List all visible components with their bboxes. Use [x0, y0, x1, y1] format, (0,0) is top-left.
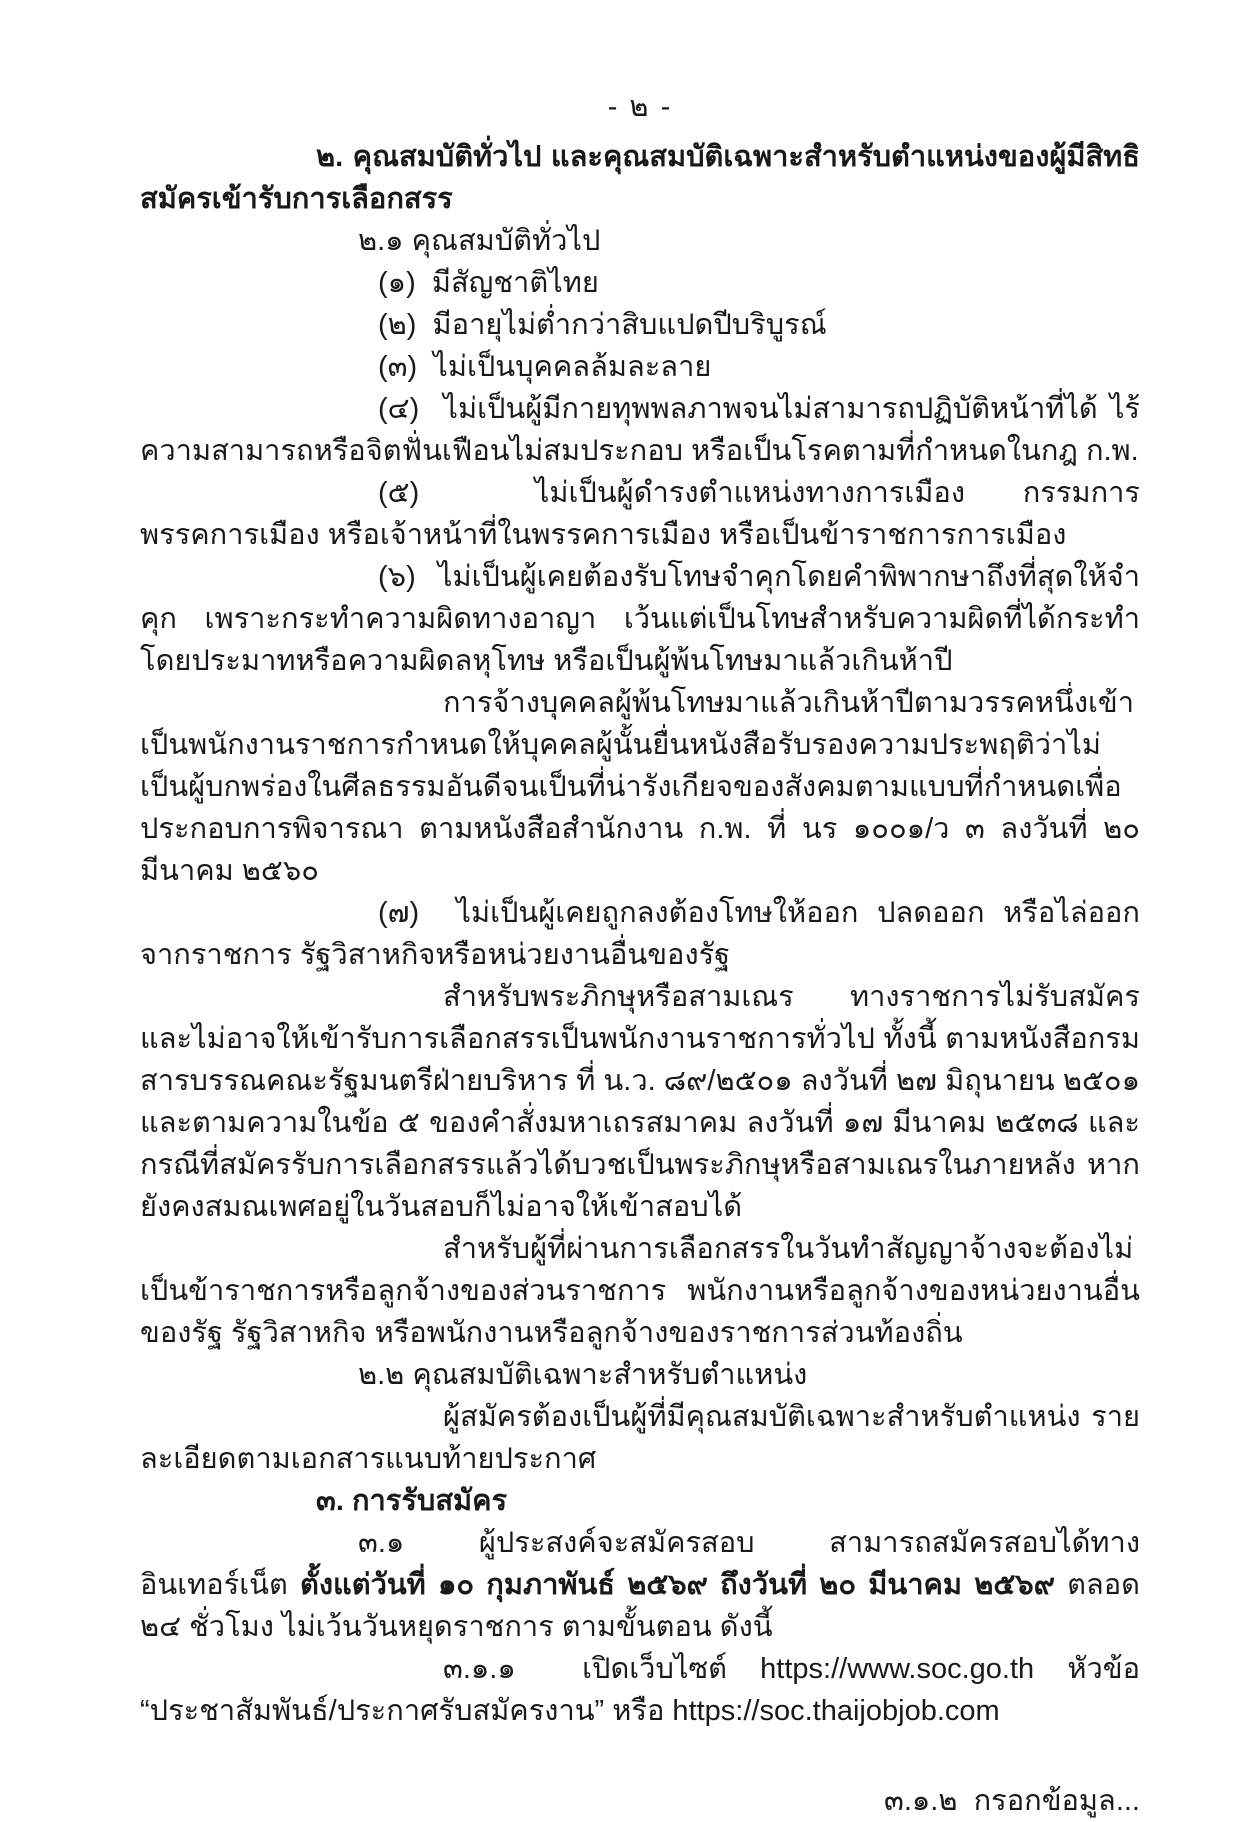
note-monks [140, 976, 1140, 1228]
text-run: ๓. การรับสมัคร [316, 1485, 508, 1517]
text-run: (๓) ไม่เป็นบุคคลล้มละลาย [378, 351, 712, 383]
text-run: การจ้างบุคคลผู้พ้นโทษมาแล้วเกินห้าปีตามวรรคหนึ่งเข้าเป็นพนักงานราชการกำหนดให้บุคคลผู้นั้นยื่นหนังสือรับรองความประพฤติว่าไม่เป็นผู้บกพร่องในศีลธรรมอันดีจนเป็นที่น่ารังเกียจของสังคมตามแบบที่กำหนดเพื่อประกอบการพิจารณา ตามหนังสือสำนักงาน ก.พ. ที่ นร ๑๐๐๑/ว ๓ ลงวันที่ ๒๐ มีนาคม ๒๕๖๐ [140, 687, 1140, 887]
text-run: สำหรับพระภิกษุหรือสามเณร ทางราชการไม่รับสมัครและไม่อาจให้เข้ารับการเลือกสรรเป็นพนักงานราชการทั่วไป ทั้งนี้ ตามหนังสือกรมสารบรรณคณะรัฐมนตรีฝ่ายบริหาร ที่ น.ว. ๘๙/๒๕๐๑ ลงวันที่ ๒๗ มิถุนายน ๒๕๐๑ และตามความในข้อ ๕ ของคำสั่งมหาเถรสมาคม ลงวันที่ ๑๗ มีนาคม ๒๕๓๘ และกรณีที่สมัครรับการเลือกสรรแล้วได้บวชเป็นพระภิกษุหรือสามเณรในภายหลัง หากยังคงสมณเพศอยู่ในวันสอบก็ไม่อาจให้เข้าสอบได้ [140, 981, 1140, 1223]
text-run: (๑) มีสัญชาติไทย [378, 267, 599, 299]
note-pardoned-over-five-years [140, 682, 1140, 892]
document-body [140, 136, 1140, 1822]
continuation-3-1-2 [140, 1780, 1140, 1822]
text-run: ๓.๑ ผู้ประสงค์จะสมัครสอบ สามารถสมัครสอบได้ทางอินเทอร์เน็ต [140, 1527, 1140, 1601]
clause-3-1 [140, 1522, 1140, 1648]
clause-2-1 [140, 220, 1140, 262]
text-run: (๗) ไม่เป็นผู้เคยถูกลงต้องโทษให้ออก ปลดออก หรือไล่ออกจากราชการ รัฐวิสาหกิจหรือหน่วยงานอื่นของรัฐ [140, 897, 1140, 971]
text-run: (๖) ไม่เป็นผู้เคยต้องรับโทษจำคุกโดยคำพิพากษาถึงที่สุดให้จำคุก เพราะกระทำความผิดทางอาญา เว้นแต่เป็นโทษสำหรับความผิดที่ได้กระทำโดยประมาทหรือความผิดลหุโทษ หรือเป็นผู้พ้นโทษมาแล้วเกินห้าปี [140, 561, 1140, 677]
item-5 [140, 472, 1140, 556]
text-run: ตั้งแต่วันที่ ๑๐ กุมภาพันธ์ ๒๕๖๙ ถึงวันที่ ๒๐ มีนาคม ๒๕๖๙ [300, 1569, 1055, 1601]
text-run: (๕) ไม่เป็นผู้ดำรงตำแหน่งทางการเมือง กรรมการพรรคการเมือง หรือเจ้าหน้าที่ในพรรคการเมือง หรือเป็นข้าราชการการเมือง [140, 477, 1140, 551]
item-3 [140, 346, 1140, 388]
clause-2-2-detail [140, 1396, 1140, 1480]
item-1 [140, 262, 1140, 304]
section-2-heading [140, 136, 1140, 220]
text-run: (๒) มีอายุไม่ต่ำกว่าสิบแปดปีบริบูรณ์ [378, 309, 827, 341]
section-3-heading [140, 1480, 1140, 1522]
text-run: สำหรับผู้ที่ผ่านการเลือกสรรในวันทำสัญญาจ้างจะต้องไม่เป็นข้าราชการหรือลูกจ้างของส่วนราชการ พนักงานหรือลูกจ้างของหน่วยงานอื่นของรัฐ รัฐวิสาหกิจ หรือพนักงานหรือลูกจ้างของราชการส่วนท้องถิ่น [140, 1233, 1140, 1349]
text-run: ผู้สมัครต้องเป็นผู้ที่มีคุณสมบัติเฉพาะสำหรับตำแหน่ง รายละเอียดตามเอกสารแนบท้ายประกาศ [140, 1401, 1140, 1475]
text-run: ๒.๒ คุณสมบัติเฉพาะสำหรับตำแหน่ง [358, 1359, 808, 1391]
text-run: ๒. คุณสมบัติทั่วไป และคุณสมบัติเฉพาะสำหรับตำแหน่งของผู้มีสิทธิสมัครเข้ารับการเลือกสรร [140, 141, 1140, 215]
note-contract-day [140, 1228, 1140, 1354]
item-6 [140, 556, 1140, 682]
text-run: ๒.๑ คุณสมบัติทั่วไป [358, 225, 601, 257]
text-run: ตลอด ๒๔ ชั่วโมง ไม่เว้นวันหยุดราชการ ตามขั้นตอน ดังนี้ [140, 1569, 1140, 1643]
clause-3-1-1 [140, 1648, 1140, 1732]
text-run: ๓.๑.๒ กรอกข้อมูล... [884, 1785, 1140, 1817]
text-run: (๔) ไม่เป็นผู้มีกายทุพพลภาพจนไม่สามารถปฏิบัติหน้าที่ได้ ไร้ความสามารถหรือจิตฟั่นเฟือนไม่สมประกอบ หรือเป็นโรคตามที่กำหนดในกฎ ก.พ. [140, 393, 1140, 467]
item-4 [140, 388, 1140, 472]
page-number: - ๒ - [607, 91, 673, 123]
clause-2-2 [140, 1354, 1140, 1396]
item-2 [140, 304, 1140, 346]
item-7 [140, 892, 1140, 976]
text-run: ๓.๑.๑ เปิดเว็บไซต์ https://www.soc.go.th หัวข้อ “ประชาสัมพันธ์/ประกาศรับสมัครงาน” หรือ https://soc.thaijobjob.com [140, 1653, 1140, 1727]
